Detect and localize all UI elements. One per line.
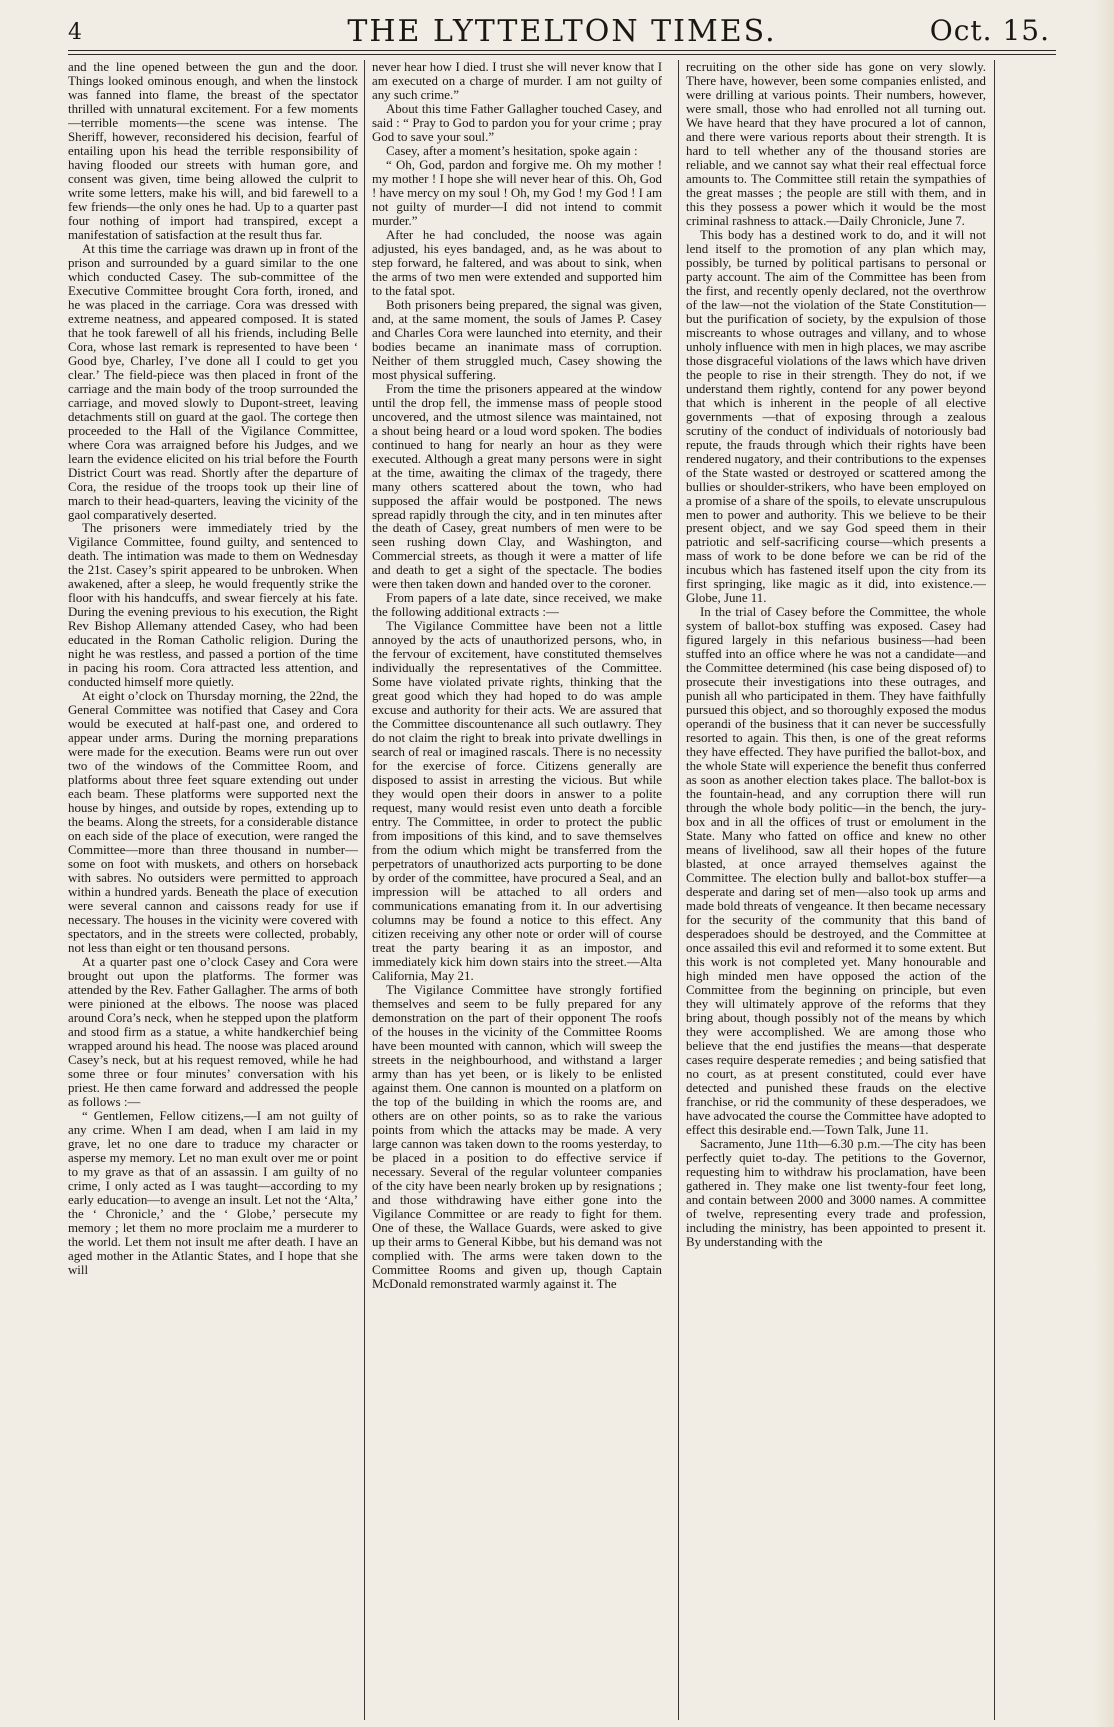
column-1 — [68, 60, 358, 1720]
paragraph: At eight o’clock on Thursday morning, the 22nd, the General Committee was notified that Casey and Cora would be executed at half-past one, and ordered to appear under arms. During the morning preparations were made for the execution. Beams were run out over two of the windows of the Committee Room, and platforms about three feet square extending out under each beam. These platforms were supported next the house by hinges, and outside by ropes, extending up to the beams. Along the streets, for a considerable distance on each side of the place of execution, were ranged the Committee—more than three thousand in number—some on foot with muskets, and others on horseback with sabres. No outsiders were permitted to approach within a hundred yards. Beneath the place of execution were several cannon and caissons ready for use if necessary. The houses in the vicinity were covered with spectators, and in the streets were collected, probably, not less than eight or ten thousand persons. — [68, 689, 358, 956]
masthead — [68, 6, 1056, 48]
paragraph: Casey, after a moment’s hesitation, spoke again : — [386, 143, 638, 158]
paragraph: “ Gentlemen, Fellow citizens,—I am not guilty of any crime. When I am dead, when I am laid in my grave, let no one dare to traduce my character or asperse my memory. Let no man exult over me or point to my grave as that of an assassin. I am guilty of no crime, I only acted as I was taught—according to my early education—to avenge an insult. Let not the ‘Alta,’ the ‘ Chronicle,’ and the ‘ Globe,’ persecute my memory ; let them no more proclaim me a murderer to the world. Let them not insult me after death. I have an aged mother in the Atlantic States, and I hope that she will — [68, 1108, 358, 1277]
paragraph: The Vigilance Committee have strongly fortified themselves and seem to be fully prepared for any demonstration on the part of their opponent The roofs of the houses in the vicinity of the Committee Rooms have been mounted with cannon, which will sweep the streets in the neighbourhood, and withstand a larger army than has yet been, or is likely to be enlisted against them. One cannon is mounted on a platform on the top of the building in which the rooms are, and others are on other points, so as to rake the various points from which the attacks may be made. A very large cannon was taken down to the rooms yesterday, to be placed in a position to do effective service if necessary. Several of the regular volunteer companies of the city have been nearly broken up by resignations ; and those withdrawing have either gone into the Vigilance Committee or are ready to fight for them. One of these, the Wallace Guards, were asked to give up their arms to General Kibbe, but his demand was not complied with. The arms were taken down to the Committee Rooms and given up, though Captain McDonald remonstrated warmly against it. The — [372, 982, 662, 1291]
page-number: 4 — [68, 20, 82, 45]
paragraph: After he had concluded, the noose was again adjusted, his eyes bandaged, and, as he was about to step forward, he faltered, and was about to sink, when the arms of two men were extended and supported him to the fatal spot. — [372, 227, 662, 298]
paragraph: Sacramento, June 11th—6.30 p.m.—The city has been perfectly quiet to-day. The petitions to the Governor, requesting him to withdraw his proclamation, have been gathered in. They make one list twenty-four feet long, and contain between 2000 and 3000 names. A committee of twelve, representing every trade and profession, including the ministry, has been appointed to present it. By understanding with the — [686, 1136, 986, 1249]
paragraph: and the line opened between the gun and the door. Things looked ominous enough, and when the linstock was fanned into flame, the breast of the spectator thrilled with unnatural excitement. For a few moments—terrible moments—the scene was intense. The Sheriff, however, reconsidered his decision, fearful of entailing upon his head the terrible responsibility of having flooded our streets with human gore, and consent was given, time being allowed the culprit to write some letters, make his will, and bid farewell to a few friends—the only ones he had. Up to a quarter past four nothing of import had transpired, except a manifestation of satisfaction at the result thus far. — [68, 60, 358, 242]
paragraph: At this time the carriage was drawn up in front of the prison and surrounded by a guard similar to the one which conducted Casey. The sub-committee of the Executive Committee brought Cora forth, ironed, and he was placed in the carriage. Cora was dressed with extreme neatness, and appeared composed. It is stated that he took farewell of all his friends, including Belle Cora, whose last remark is represented to have been ‘ Good bye, Charley, I’ve done all I could to get you clear.’ The field-piece was then placed in front of the carriage and the main body of the troop surrounded the carriage, and moved slowly to Dupont-street, leaving detachments still on guard at the gaol. The cortege then proceeded to the Hall of the Vigilance Committee, where Cora was arraigned before his Judges, and we learn the evidence elicited on his trial before the Fourth District Court was read. Shortly after the departure of Cora, the residue of the troops took up their line of march to their head-quarters, leaving the vicinity of the gaol comparatively deserted. — [68, 241, 358, 522]
paragraph: At a quarter past one o’clock Casey and Cora were brought out upon the platforms. The former was attended by the Rev. Father Gallagher. The arms of both were pinioned at the elbows. The noose was placed around Cora’s neck, when he stepped upon the platform and stood firm as a statue, a white handkerchief being wrapped around his head. The noose was placed around Casey’s neck, but at his request removed, while he had some three or four minutes’ conversation with his priest. He then came forward and addressed the people as follows :— — [68, 955, 358, 1109]
paragraph: recruiting on the other side has gone on very slowly. There have, however, been some companies enlisted, and were drilling at various points. Their numbers, however, were small, those who had enrolled not all turning out. We have heard that they have procured a lot of cannon, and there were various reports about their strength. It is hard to tell whether any of the thousand stories are reliable, and we cannot say what their real effectual force amounts to. The Committee still retain the sympathies of the great masses ; the people are still with them, and in this they possess a power which it would be the most criminal rashness to attack.—Daily Chronicle, June 7. — [686, 60, 986, 228]
paragraph: The prisoners were immediately tried by the Vigilance Committee, found guilty, and sentenced to death. The intimation was made to them on Wednesday the 21st. Casey’s spirit appeared to be unbroken. When awakened, after a sleep, he would frequently strike the floor with his handcuffs, and swear fiercely at his fate. During the evening previous to his execution, the Right Rev Bishop Allemany attended Casey, who had been educated in the Roman Catholic religion. During the night he was restless, and passed a portion of the time in pacing his room. Cora attracted less attention, and conducted himself more quietly. — [68, 521, 358, 690]
column-divider — [678, 60, 679, 1720]
scan-margin — [1094, 0, 1114, 1727]
issue-date: Oct. 15. — [929, 14, 1050, 47]
paragraph: never hear how I died. I trust she will never know that I am executed on a charge of murder. I am not guilty of any such crime.” — [372, 60, 662, 102]
column-divider — [364, 60, 365, 1720]
paragraph: About this time Father Gallagher touched Casey, and said : “ Pray to God to pardon you for your crime ; pray God to save your soul.” — [372, 101, 662, 144]
paragraph: Both prisoners being prepared, the signal was given, and, at the same moment, the souls of James P. Casey and Charles Cora were launched into eternity, and their bodies became an inanimate mass of corruption. Neither of them struggled much, Casey showing the most physical suffering. — [372, 297, 662, 382]
paragraph: In the trial of Casey before the Committee, the whole system of ballot-box stuffing was exposed. Casey had figured largely in this nefarious business—had been stuffed into an office where he was not a candidate—and the Committee determined (his case being disposed of) to prosecute their investigations into these outrages, and punish all who participated in them. They have faithfully pursued this object, and so thoroughly exposed the modus operandi of the business that it can never be successfully resorted to again. This then, is one of the great reforms they have effected. They have purified the ballot-box, and the whole State will experience the benefit thus conferred as soon as another election takes place. The ballot-box is the fountain-head, and any corruption there will run through the whole body politic—in the bench, the jury-box and in all the offices of trust or emolument in the State. Many who fatted on office and knew no other means of livelihood, saw all their hopes of the future blasted, at once arrayed themselves against the Committee. The election bully and ballot-box stuffer—a desperate and daring set of men—also took up arms and made bold threats of vengeance. It then became necessary for the security of the community that this band of desperadoes should be destroyed, and the Committee at once assailed this evil and reformed it to some extent. But this work is not completed yet. Many honourable and high minded men have opposed the action of the Committee from the beginning on principle, but even they will ultimately approve of the reforms that they bring about, though possibly not of the means by which they were accomplished. We are among those who believe that the end justifies the means—that desperate cases require desperate remedies ; and being satisfied that no court, as at present constituted, could ever have detected and punished these frauds on the elective franchise, or rid the community of these desperadoes, we have advocated the course the Committee have adopted to effect this desirable end.—Town Talk, June 11. — [686, 605, 986, 1137]
column-2 — [372, 60, 662, 1720]
header-rule — [68, 50, 1056, 51]
paragraph: From the time the prisoners appeared at the window until the drop fell, the immense mass of people stood uncovered, and the utmost silence was maintained, not a shout being heard or a loud word spoken. The bodies continued to hang for nearly an hour as they were executed. Although a great many persons were in sight at the time, awaiting the climax of the tragedy, there many others scattered about the town, who had supposed the affair would be postponed. The news spread rapidly through the city, and in ten minutes after the death of Casey, great numbers of men were to be seen rushing down Clay, and Washington, and Commercial streets, as though it were a matter of life and death to get a sight of the spectacle. The bodies were then taken down and handed over to the coroner. — [372, 381, 662, 592]
page-edge-rule — [994, 60, 995, 1720]
paragraph: “ Oh, God, pardon and forgive me. Oh my mother ! my mother ! I hope she will never hear of this. Oh, God ! have mercy on my soul ! Oh, my God ! my God ! I am not guilty of murder—I did not intend to commit murder.” — [372, 157, 662, 228]
column-3 — [686, 60, 986, 1720]
header-rule-double — [68, 54, 1056, 55]
paragraph: The Vigilance Committee have been not a little annoyed by the acts of unauthorized persons, who, in the fervour of excitement, have constituted themselves individually the representatives of the Committee. Some have violated private rights, thinking that the great good which they had hoped to do was ample excuse and authority for their acts. We are assured that the Committee discountenance all such outlawry. They do not claim the right to break into private dwellings in search of real or imagined rascals. There is no necessity for the exercise of force. Citizens generally are disposed to assist in arresting the vicious. But while they would open their doors in answer to a polite request, many would resist even unto death a forcible entry. The Committee, in order to protect the public from impositions of this kind, and to save themselves from the odium which might be transferred from the perpetrators of unauthorized acts purporting to be done by order of the committee, have procured a Seal, and an impression will be attached to all orders and communications emanating from it. In our advertising columns may be found a notice to this effect. Any citizen receiving any other note or order will of course treat the party bearing it as an impostor, and immediately kick him down stairs into the street.—Alta California, May 21. — [372, 619, 662, 983]
paragraph: From papers of a late date, since received, we make the following additional extracts :— — [372, 591, 662, 620]
newspaper-title: THE LYTTELTON TIMES. — [347, 14, 777, 49]
paragraph: This body has a destined work to do, and it will not lend itself to the promotion of any plan which may, possibly, be turned by political partisans to personal or party account. The aim of the Committee has been from the first, and recently openly declared, not the overthrow of the law—not the violation of the State Constitution—but the purification of society, by the expulsion of those miscreants to whose outrages and villany, and to whose unholy influence with men in high places, we may ascribe those disgraceful violations of the laws which have driven the people to rise in their strength. They do not, if we understand them rightly, contend for any power beyond that which is inherent in the people of all elective governments —that of exposing through a zealous scrutiny of the conduct of individuals of notoriously bad repute, the frauds through which their rights have been rendered nugatory, and their contributions to the expenses of the State wasted or destroyed or scattered among the bullies or shoulder-strikers, who have been employed on a promise of a share of the spoils, to elevate unscrupulous men to power and authority. This we believe to be their present object, and we say God speed them in their patriotic and self-sacrificing course—which presents a mass of work to be done before we can be rid of the incubus which has fastened itself upon the city from its first springing, like magic as it did, into existence.—Globe, June 11. — [686, 227, 986, 606]
